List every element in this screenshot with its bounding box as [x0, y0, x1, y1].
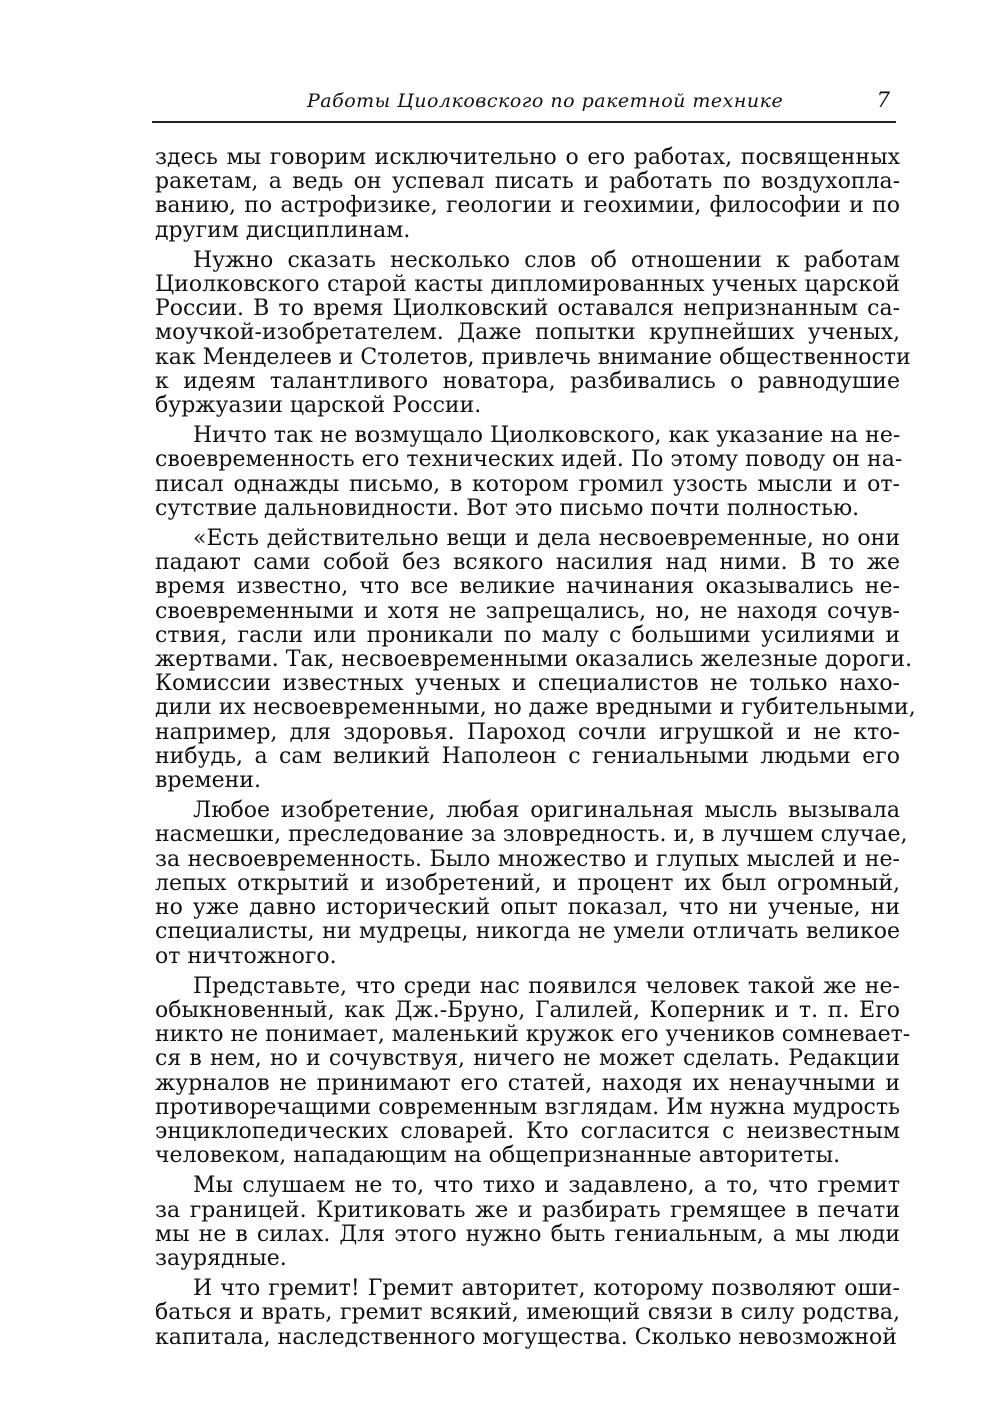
text-line: баться и врать, гремит всякий, имеющий связи в силу родства,: [155, 1300, 900, 1326]
text-line: мы не в силах. Для этого нужно быть гениальным, а мы люди: [155, 1221, 900, 1247]
text-line: противоречащими современным взглядам. Им нужна мудрость: [155, 1094, 900, 1120]
text-line: своевременными и хотя не запрещались, но, не находя сочув-: [155, 598, 900, 624]
text-line: насмешки, преследование за зловредность. и, в лучшем случае,: [155, 822, 908, 848]
text-line: другим дисциплинам.: [155, 217, 411, 243]
text-line: Циолковского старой касты дипломированных ученых царской: [155, 272, 900, 298]
text-line: ствия, гасли или проникали по малу с большими усилиями и: [155, 622, 900, 648]
text-line: Мы слушаем не то, что тихо и задавлено, а то, что гремит: [193, 1173, 900, 1199]
paragraph: [155, 973, 911, 1169]
page-header: [0, 90, 1000, 118]
text-line: буржуазии царской России.: [155, 393, 482, 419]
running-title: Работы Циолковского по ракетной технике: [307, 90, 784, 112]
text-line: жертвами. Так, несвоевременными оказались железные дороги.: [155, 647, 913, 673]
text-line: обыкновенный, как Дж.-Бруно, Галилей, Коперник и т. п. Его: [155, 997, 900, 1023]
text-line: моучкой-изобретателем. Даже попытки крупнейших ученых,: [155, 320, 900, 346]
text-line: человеком, нападающим на общепризнанные авторитеты.: [155, 1143, 841, 1169]
text-line: падают сами собой без всякого насилия над ними. В то же: [155, 550, 900, 576]
text-line: дили их несвоевременными, но даже вредными и губительными,: [155, 695, 916, 721]
text-line: лепых открытий и изобретений, и процент их был огромный,: [155, 870, 900, 896]
body-text: [155, 145, 916, 1356]
paragraph: [155, 1277, 900, 1350]
text-line: Комиссии известных ученых и специалистов не только нахо-: [155, 671, 900, 697]
text-line: Нужно сказать несколько слов об отношении к работам: [193, 247, 900, 273]
text-line: И что гремит! Гремит авторитет, которому позволяют оши-: [193, 1276, 900, 1302]
paragraph: [155, 526, 916, 794]
paragraph: [155, 1174, 900, 1271]
text-line: Любое изобретение, любая оригинальная мысль вызывала: [193, 798, 900, 824]
text-line: ракетам, а ведь он успевал писать и работать по воздухопла-: [155, 169, 900, 195]
text-line: капитала, наследственного могущества. Сколько невозможной: [155, 1324, 897, 1350]
text-line: здесь мы говорим исключительно о его работах, посвященных: [155, 145, 900, 170]
text-line: «Есть действительно вещи и дела несвоевременные, но они: [193, 526, 900, 552]
text-line: Представьте, что среди нас появился человек такой же не-: [193, 973, 900, 999]
text-line: как Менделеев и Столетов, привлечь внимание общественности: [155, 344, 911, 370]
text-line: заурядные.: [155, 1245, 287, 1271]
text-line: времени.: [155, 768, 261, 794]
text-line: время известно, что все великие начинания оказывались не-: [155, 574, 900, 600]
text-line: за несвоевременность. Было множество и глупых мыслей и не-: [155, 846, 900, 872]
text-line: России. В то время Циолковский оставался непризнанным са-: [155, 296, 900, 322]
text-line: специалисты, ни мудрецы, никогда не умели отличать великое: [155, 919, 900, 945]
text-line: писал однажды письмо, в котором громил узость мысли и от-: [155, 471, 900, 497]
text-line: ванию, по астрофизике, геологии и геохимии, философии и по: [155, 193, 900, 219]
paragraph: [155, 798, 908, 969]
text-line: но уже давно исторический опыт показал, что ни ученые, ни: [155, 895, 900, 921]
text-line: за границей. Критиковать же и разбирать гремящее в печати: [155, 1197, 900, 1223]
text-line: Ничто так не возмущало Циолковского, как указание на не-: [193, 423, 901, 449]
text-line: нибудь, а сам великий Наполеон с гениальными людьми его: [155, 743, 900, 769]
text-line: к идеям талантливого новатора, разбивались о равнодушие: [155, 368, 900, 394]
text-line: например, для здоровья. Пароход сочли игрушкой и не кто-: [155, 719, 900, 745]
text-line: от ничтожного.: [155, 943, 337, 969]
text-line: энциклопедических словарей. Кто согласится с неизвестным: [155, 1118, 900, 1144]
text-line: сутствие дальновидности. Вот это письмо почти полностью.: [155, 495, 860, 521]
text-line: никто не понимает, маленький кружок его учеников сомневает-: [155, 1022, 911, 1048]
page-number: 7: [876, 88, 890, 112]
text-line: журналов не принимают его статей, находя их ненаучными и: [155, 1070, 900, 1096]
header-rule: [152, 121, 896, 123]
paragraph: [155, 247, 911, 419]
text-line: своевременность его технических идей. По этому поводу он на-: [155, 447, 903, 473]
text-line: ся в нем, но и сочувствуя, ничего не может сделать. Редакции: [155, 1046, 900, 1072]
paragraph: [155, 423, 903, 521]
paragraph: [155, 146, 900, 243]
